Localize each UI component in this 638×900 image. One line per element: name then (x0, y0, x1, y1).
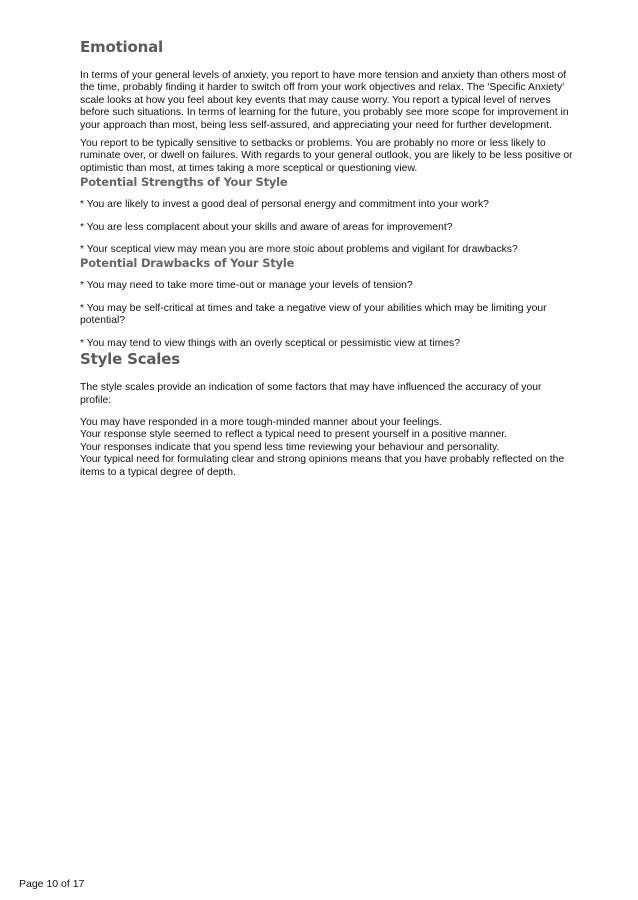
drawback-item: * You may tend to view things with an overly sceptical or pessimistic view at times? (80, 337, 461, 349)
emotional-heading: Emotional (80, 38, 163, 56)
style-scale-line: Your responses indicate that you spend less time reviewing your behaviour and personality. (80, 441, 500, 453)
strengths-heading: Potential Strengths of Your Style (80, 175, 288, 190)
drawback-item: * You may need to take more time-out or manage your levels of tension? (80, 280, 413, 292)
emotional-paragraph: You report to be typically sensitive to setbacks or problems. You are probably no more or less likely to ruminate over, or dwell on failures. With regards to your general outlook, you are likely to be less positive or optimistic than most, at times taking a more sceptical or questioning view. (80, 138, 573, 174)
report-content (80, 38, 575, 479)
style-scales-intro: The style scales provide an indication of some factors that may have influenced the accuracy of your profile: (80, 382, 542, 406)
emotional-paragraph: In terms of your general levels of anxiety, you report to have more tension and anxiety than others most of the time, probably finding it harder to switch off from your work objectives and relax. The 'Specific Anxiety' scale looks at how you feel about key events that may cause worry. You report a typical level of nerves before such situations. In terms of learning for the future, you probably see more scope for improvement in your approach than most, being less self-assured, and appreciating your need for further development. (80, 70, 569, 131)
drawbacks-heading: Potential Drawbacks of Your Style (80, 256, 295, 271)
style-scale-line: Your typical need for formulating clear and strong opinions means that you have probably reflected on the items to a typical degree of depth. (80, 454, 565, 478)
style-scale-line: Your response style seemed to reflect a typical need to present yourself in a positive manner. (80, 429, 508, 441)
style-scale-line: You may have responded in a more tough-minded manner about your feelings. (80, 416, 442, 428)
strength-item: * Your sceptical view may mean you are more stoic about problems and vigilant for drawbacks? (80, 244, 518, 256)
page-number: Page 10 of 17 (19, 878, 85, 890)
strength-item: * You are likely to invest a good deal of personal energy and commitment into your work? (80, 199, 489, 211)
style-scales-lines (80, 417, 575, 479)
drawback-item: * You may be self-critical at times and take a negative view of your abilities which may be limiting your potential? (80, 302, 547, 327)
strength-item: * You are less complacent about your skills and aware of areas for improvement? (80, 221, 453, 233)
style-scales-heading: Style Scales (80, 350, 180, 369)
